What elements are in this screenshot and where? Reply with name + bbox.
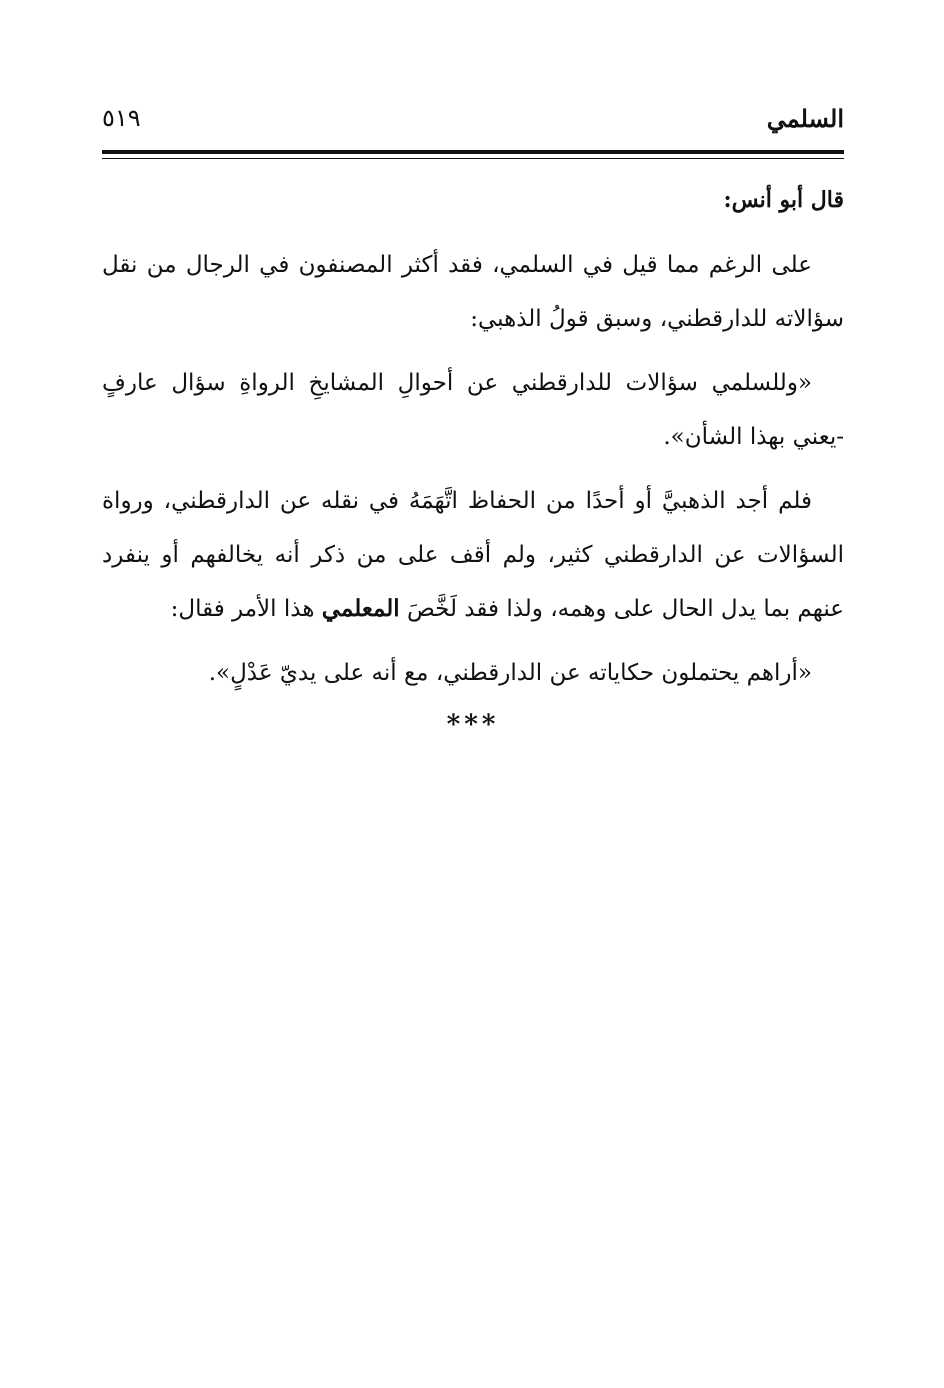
quote-2: «أراهم يحتملون حكاياته عن الدارقطني، مع أنه على يديّ عَدْلٍ». [208,660,812,686]
paragraph-2-part-a: فلم أجد الذهبيَّ أو أحدًا من الحفاظ اتَّهَمَهُ في نقله عن الدارقطني، ورواة السؤالات عن الدارقطني كثير، ولم أقف على من ذكر أنه يخالفهم أو ينفرد عنهم بما يدل الحال على وهمه، ولذا فقد لَخَّصَ [102,488,844,622]
page-body [102,182,844,740]
running-title: السلمي [766,104,844,133]
paragraph-2 [102,474,844,636]
page-header [102,96,844,140]
paragraph-2-emphasis: المعلمي [321,595,400,622]
section-heading: قال أبو أنس: [723,187,844,213]
header-rule-thick [102,150,844,154]
paragraph-1: على الرغم مما قيل في السلمي، فقد أكثر المصنفون في الرجال من نقل سؤالاته للدارقطني، وسبق قولُ الذهبي: [102,252,844,332]
section-separator: *** [446,710,500,740]
header-rule-thin [102,158,844,159]
page-number: ٥١٩ [102,104,141,132]
quote-1: «وللسلمي سؤالات للدارقطني عن أحوالِ المشايخِ الرواةِ سؤال عارفٍ -يعني بهذا الشأن». [102,370,844,450]
paragraph-2-part-b: هذا الأمر فقال: [170,596,315,622]
